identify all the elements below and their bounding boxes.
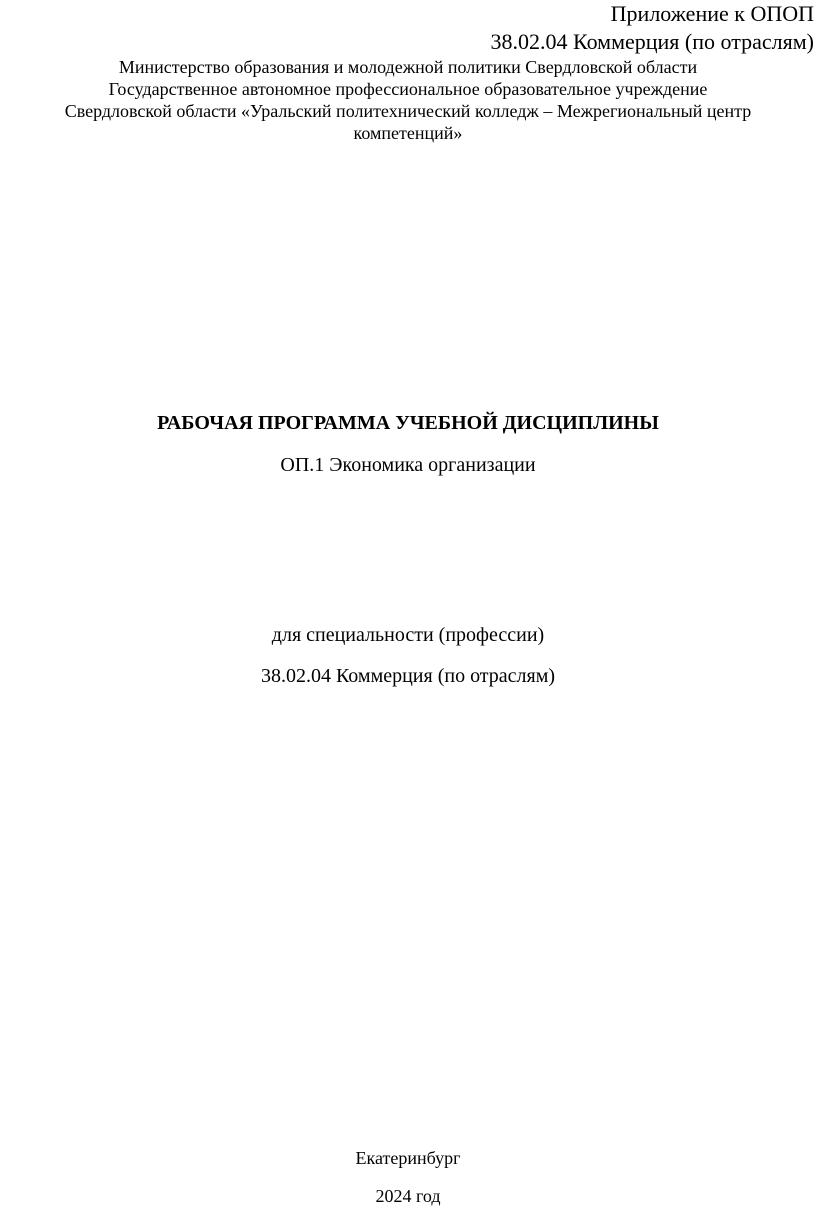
institution-type: Государственное автономное профессиональное образовательное учреждение [108,79,708,99]
annex-program: 38.02.04 Коммерция (по отраслям) [490,29,814,54]
annex-label: Приложение к ОПОП [610,1,814,26]
ministry-name: Министерство образования и молодежной политики Свердловской области [118,57,698,77]
document-title: РАБОЧАЯ ПРОГРАММА УЧЕБНОЙ ДИСЦИПЛИНЫ [157,412,659,434]
organization-header [0,56,816,144]
year: 2024 год [375,1186,441,1206]
discipline-name: ОП.1 Экономика организации [280,454,536,476]
specialty-value: 38.02.04 Коммерция (по отраслям) [260,665,556,687]
institution-name: Свердловской области «Уральский политехнический колледж – Межрегиональный центр [64,101,752,121]
annex-header [490,0,814,56]
specialty-label: для специальности (профессии) [271,624,545,646]
institution-name-end: компетенций» [353,123,463,143]
city: Екатеринбург [355,1148,461,1168]
